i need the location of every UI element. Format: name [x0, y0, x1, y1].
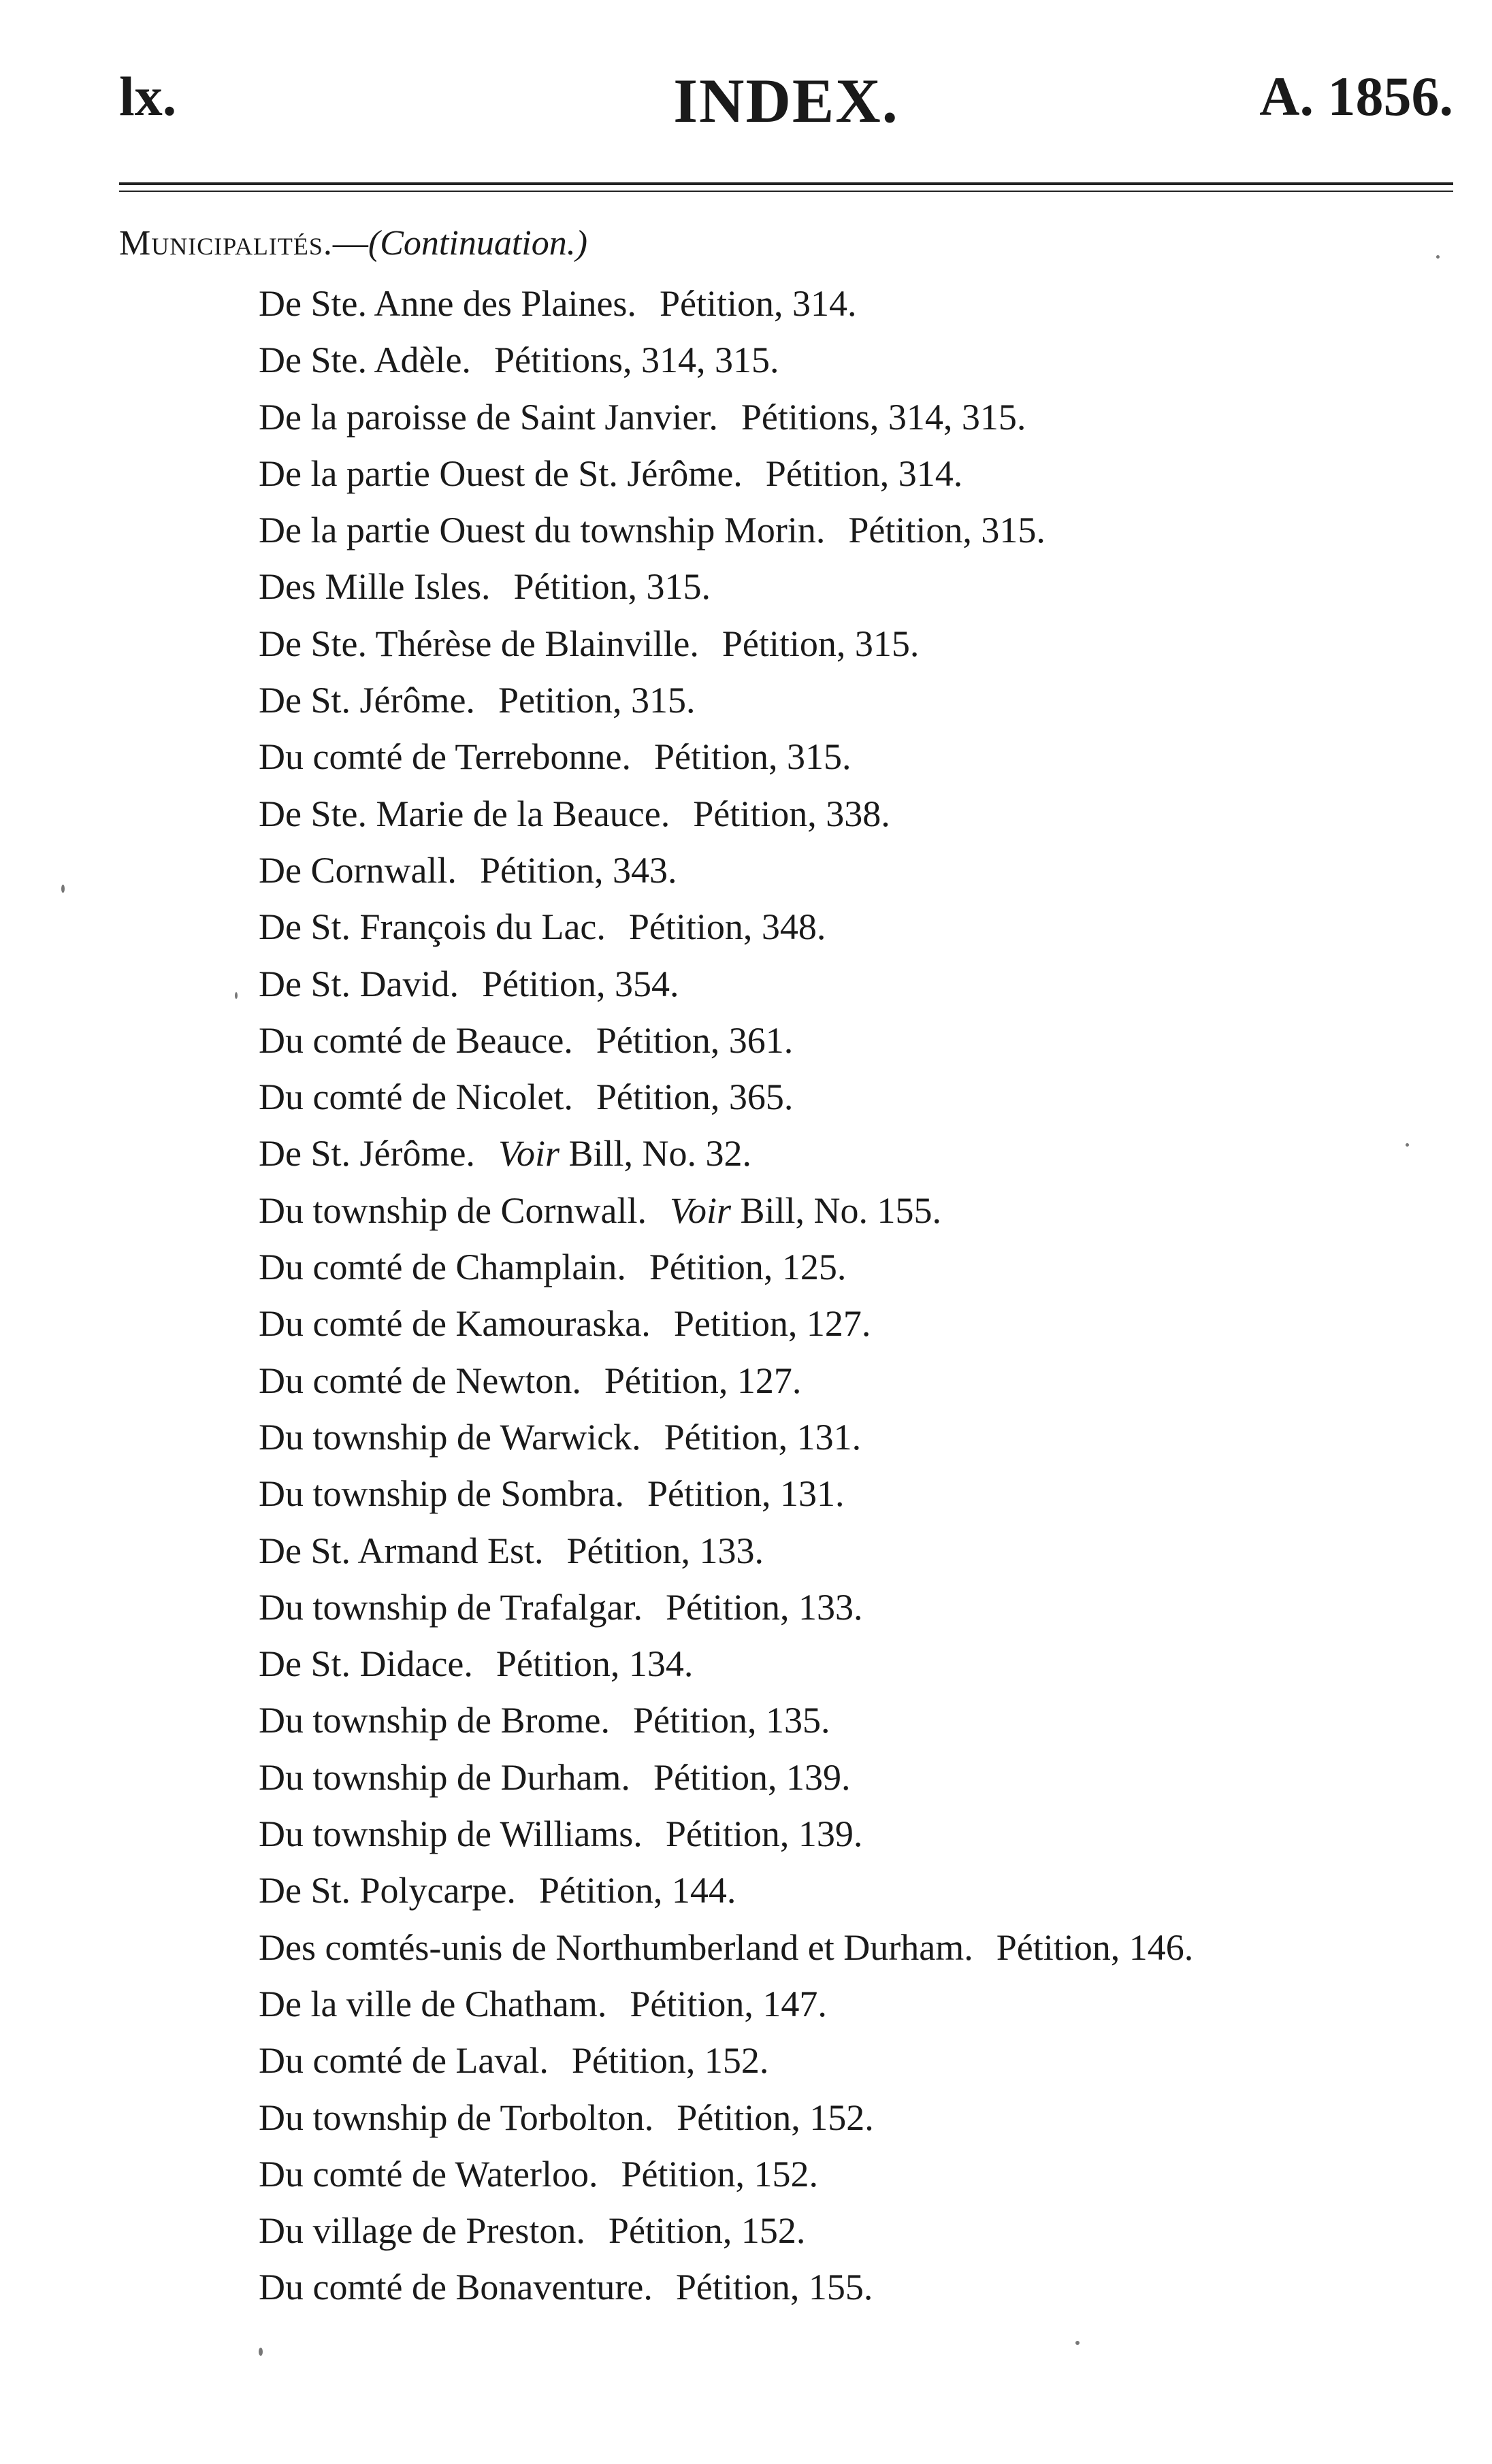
entry-name: Du comté de Nicolet.	[259, 1077, 573, 1118]
entry-reference	[677, 2097, 874, 2138]
index-entry	[259, 1239, 1470, 1296]
section-title: Municipalités.	[119, 224, 333, 263]
entry-reference-text: Bill, No. 155.	[730, 1189, 942, 1231]
entry-reference-text: Pétition, 361.	[596, 1019, 794, 1061]
entry-reference	[596, 1077, 794, 1117]
entry-name: Du township de Brome.	[259, 1700, 610, 1741]
entry-reference-text: Pétition, 314.	[765, 453, 963, 494]
index-entry	[259, 332, 1470, 389]
index-entry	[259, 2146, 1470, 2203]
entry-name: De la partie Ouest de St. Jérôme.	[259, 453, 743, 494]
entry-name: De St. Armand Est.	[259, 1530, 544, 1571]
index-entry	[259, 2033, 1470, 2089]
index-entry	[259, 1466, 1470, 1522]
entry-reference	[766, 453, 963, 494]
index-entry	[259, 1353, 1470, 1409]
entry-reference-text: Petition, 315.	[498, 680, 696, 721]
entry-reference-text: Pétition, 338.	[693, 793, 890, 834]
entry-name: Du comté de Bonaventure.	[259, 2267, 653, 2308]
entry-reference-text: Pétition, 365.	[596, 1077, 794, 1118]
entry-reference	[660, 283, 857, 324]
entry-reference	[666, 1587, 863, 1628]
entry-reference	[480, 850, 677, 891]
entry-reference-text: Pétition, 134.	[496, 1643, 694, 1685]
entry-name: De Ste. Marie de la Beauce.	[259, 793, 670, 834]
entry-reference	[621, 2154, 819, 2195]
entry-reference	[654, 736, 852, 777]
entry-reference-text: Pétition, 152.	[621, 2153, 819, 2195]
entry-name: De St. François du Lac.	[259, 906, 606, 948]
index-entry	[259, 2090, 1470, 2146]
entry-reference	[566, 1530, 764, 1571]
index-entry	[259, 1013, 1470, 1069]
entry-reference-text: Pétition, 152.	[677, 2097, 874, 2138]
entry-reference-text: Pétition, 315.	[721, 623, 920, 664]
entry-reference-text: Pétition, 135.	[632, 1700, 830, 1741]
entry-reference-text: Petition, 127.	[673, 1303, 871, 1345]
entry-reference-text: Pétition, 314.	[659, 283, 857, 324]
entry-reference	[996, 1927, 1194, 1968]
entry-reference-voir: Voir	[669, 1189, 731, 1231]
index-entry	[259, 1920, 1470, 1976]
index-entry	[259, 899, 1470, 955]
entry-name: Du township de Torbolton.	[259, 2097, 654, 2138]
entry-name: De la paroisse de Saint Janvier.	[259, 396, 718, 438]
entry-reference	[633, 1700, 830, 1741]
entry-reference-text: Pétition, 139.	[653, 1756, 851, 1798]
entry-reference-text: Pétition, 315.	[848, 510, 1045, 551]
entry-reference-text: Pétition, 155.	[675, 2267, 873, 2308]
entry-reference	[494, 340, 779, 380]
entry-reference	[496, 1643, 694, 1684]
index-entry	[259, 1409, 1470, 1466]
entry-name: Des Mille Isles.	[259, 566, 491, 608]
print-speck	[1406, 1143, 1409, 1147]
entry-reference-text: Pétitions, 314, 315.	[493, 340, 779, 381]
index-entry	[259, 842, 1470, 899]
entry-name: De Cornwall.	[259, 849, 457, 891]
entry-name: Du comté de Kamouraska.	[259, 1303, 651, 1345]
page-header	[119, 65, 1453, 146]
entry-reference	[604, 1360, 802, 1401]
entry-name: Du township de Warwick.	[259, 1416, 641, 1458]
entry-reference-voir: Voir	[498, 1133, 560, 1174]
entry-reference	[498, 1133, 751, 1174]
entry-name: De St. Jérôme.	[259, 680, 475, 721]
entry-reference-text: Pétition, 152.	[571, 2040, 769, 2082]
entry-name: De la partie Ouest du township Morin.	[259, 510, 826, 551]
section-continuation: (Continuation.)	[368, 224, 588, 263]
entry-reference	[629, 906, 826, 947]
index-entry	[259, 1750, 1470, 1806]
year-label: A. 1856.	[1259, 65, 1453, 127]
entry-reference	[653, 1757, 851, 1798]
entry-reference	[674, 1303, 871, 1344]
entry-name: Du township de Trafalgar.	[259, 1586, 643, 1628]
index-entry	[259, 616, 1470, 672]
header-rule-thick	[119, 182, 1453, 185]
entry-reference	[722, 623, 920, 664]
entry-reference	[513, 566, 711, 607]
entry-reference	[498, 680, 696, 721]
entry-name: Du township de Sombra.	[259, 1473, 624, 1515]
index-entry	[259, 1523, 1470, 1579]
index-entry	[259, 559, 1470, 615]
entry-reference-text: Pétition, 343.	[479, 849, 677, 891]
print-speck	[61, 885, 65, 893]
print-speck	[259, 2348, 263, 2356]
entry-name: Du village de Preston.	[259, 2210, 585, 2252]
entry-reference-text: Pétition, 152.	[608, 2210, 806, 2252]
index-entry	[259, 786, 1470, 842]
entry-reference	[539, 1870, 736, 1911]
entry-name: De St. Jérôme.	[259, 1133, 475, 1174]
entry-reference	[741, 397, 1026, 438]
entry-name: De St. Polycarpe.	[259, 1870, 516, 1911]
entry-reference-text: Pétition, 147.	[630, 1983, 827, 2024]
index-entry	[259, 956, 1470, 1013]
entry-name: Du township de Williams.	[259, 1813, 643, 1855]
entry-reference	[848, 510, 1045, 551]
index-entry	[259, 1692, 1470, 1749]
section-dash: —	[332, 224, 368, 263]
entry-reference	[572, 2040, 769, 2081]
entry-name: De St. Didace.	[259, 1643, 473, 1685]
index-entry	[259, 1806, 1470, 1862]
entry-reference	[647, 1473, 845, 1514]
index-entry	[259, 672, 1470, 729]
entry-reference-text: Pétitions, 314, 315.	[741, 396, 1026, 438]
index-entry	[259, 1636, 1470, 1692]
entry-name: Du comté de Waterloo.	[259, 2153, 598, 2195]
index-entry	[259, 1579, 1470, 1636]
page-number: lx.	[119, 65, 177, 127]
index-entry	[259, 2203, 1470, 2259]
entry-reference	[670, 1190, 941, 1231]
entry-reference	[482, 964, 679, 1004]
page-title: INDEX.	[673, 66, 899, 135]
entry-name: Du comté de Beauce.	[259, 1019, 573, 1061]
entry-reference	[649, 1247, 847, 1287]
header-rule-thin	[119, 191, 1453, 192]
entry-reference-text: Pétition, 315.	[513, 566, 711, 608]
entry-reference-text: Pétition, 131.	[647, 1473, 845, 1515]
print-speck	[1436, 255, 1440, 259]
index-entry	[259, 1296, 1470, 1352]
entry-reference-text: Pétition, 144.	[538, 1870, 736, 1911]
index-entry	[259, 1126, 1470, 1182]
entry-reference	[666, 1813, 863, 1854]
entry-name: Du comté de Newton.	[259, 1360, 581, 1401]
index-entry	[259, 502, 1470, 559]
entry-reference-text: Pétition, 133.	[665, 1586, 863, 1628]
entry-name: De la ville de Chatham.	[259, 1983, 607, 2024]
entry-reference	[693, 793, 890, 834]
index-entry	[259, 389, 1470, 446]
entry-name: Du comté de Champlain.	[259, 1247, 626, 1288]
index-entry	[259, 1862, 1470, 1919]
entry-reference-text: Pétition, 125.	[649, 1247, 847, 1288]
entry-name: De Ste. Anne des Plaines.	[259, 283, 636, 324]
entry-reference-text: Pétition, 139.	[665, 1813, 863, 1855]
entry-reference	[664, 1417, 862, 1458]
entry-reference-text: Pétition, 348.	[628, 906, 826, 948]
section-heading	[119, 223, 587, 263]
entry-reference-text: Bill, No. 32.	[559, 1133, 751, 1174]
index-entry	[259, 1183, 1470, 1239]
entry-name: Du comté de Terrebonne.	[259, 736, 632, 778]
print-speck	[1075, 2341, 1080, 2345]
entry-name: Des comtés-unis de Northumberland et Durham.	[259, 1926, 973, 1968]
entry-reference-text: Pétition, 127.	[604, 1360, 802, 1401]
entry-reference	[630, 1984, 827, 2024]
index-entry	[259, 1976, 1470, 2033]
index-entry	[259, 2259, 1470, 2316]
entry-reference-text: Pétition, 131.	[664, 1416, 862, 1458]
index-entry	[259, 729, 1470, 785]
index-entry	[259, 276, 1470, 332]
entry-reference-text: Pétition, 315.	[654, 736, 852, 778]
index-entry	[259, 446, 1470, 502]
entry-name: Du township de Cornwall.	[259, 1189, 647, 1231]
entry-reference	[596, 1020, 794, 1061]
entry-name: De Ste. Thérèse de Blainville.	[259, 623, 699, 664]
entry-name: Du comté de Laval.	[259, 2040, 549, 2082]
entry-reference	[676, 2267, 873, 2307]
entry-reference-text: Pétition, 133.	[566, 1530, 764, 1571]
entry-name: De St. David.	[259, 963, 459, 1004]
entry-name: Du township de Durham.	[259, 1756, 630, 1798]
print-speck	[235, 992, 238, 999]
entry-reference-text: Pétition, 146.	[996, 1926, 1194, 1968]
entry-reference	[609, 2210, 806, 2251]
entry-name: De Ste. Adèle.	[259, 340, 471, 381]
entry-reference-text: Pétition, 354.	[481, 963, 679, 1004]
index-entry	[259, 1069, 1470, 1126]
index-entry-list	[259, 276, 1470, 2316]
